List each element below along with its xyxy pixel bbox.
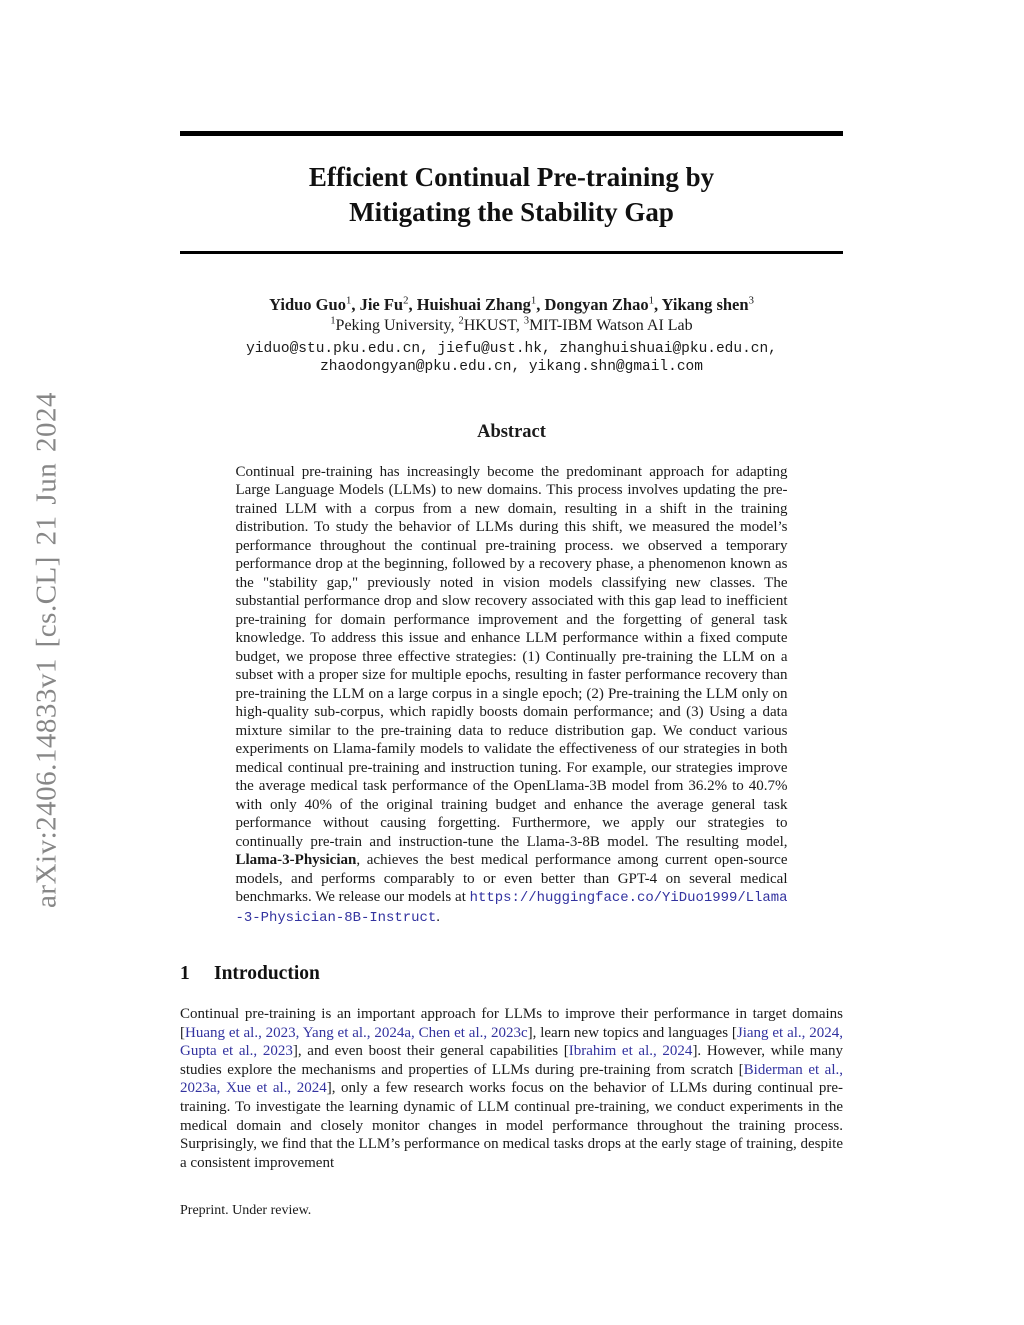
- top-rule: [180, 131, 843, 136]
- text-run: Continual pre-training has increasingly become the predominant approach for adapting Large Language Models (LLMs) to new domains. This process involves updating the pre-trained LLM with a corpus from a new domain, resulting in a shift in the training distribution. To study the behavior of LLMs during this shift, we measured the model’s performance throughout the continual pre-training process. we observed a temporary performance drop at the beginning, followed by a recovery phase, a phenomenon known as the "stability gap," previously noted in vision models classifying new classes. The substantial performance drop and slow recovery associated with this gap lead to inefficient pre-training for domain performance improvement and the forgetting of general task knowledge. To address this issue and enhance LLM performance within a fixed compute budget, we propose three effective strategies: (1) Continually pre-training the LLM on a subset with a proper size for multiple epochs, resulting in faster performance recovery than pre-training the LLM on a large corpus in a single epoch; (2) Pre-training the LLM only on high-quality sub-corpus, which rapidly boosts domain performance; and (3) Using a data mixture similar to the pre-training data to reduce distribution gap. We conduct various experiments on Llama-family models to validate the effectiveness of our strategies in both medical continual pre-training and instruction tuning. For example, our strategies improve the average medical task performance of the OpenLlama-3B model from 36.2% to 40.7% with only 40% of the original training budget and enhance the average general task performance without causing forgetting. Furthermore, we apply our strategies to continually pre-train and instruction-tune the Llama-3-8B model. The resulting model,: [235, 463, 788, 850]
- bold-text-run: Yiduo Guo: [269, 294, 346, 314]
- bold-text-run: ,: [408, 294, 417, 314]
- bold-text-run: Yikang shen: [661, 294, 749, 314]
- citation-link[interactable]: Ibrahim et al., 2024: [568, 1043, 693, 1060]
- superscript: 1: [330, 315, 336, 327]
- affiliation-line: [180, 315, 843, 336]
- superscript: 3: [523, 315, 530, 327]
- text-run: , achieves the best medical performance among current open-source models, and performs comparably to or even better than GPT-4 on several medical benchmarks. We release our models at: [235, 852, 788, 905]
- text-run: Continual pre-training is an important approach for LLMs to improve their performance in target domains [: [180, 1006, 843, 1041]
- title-bottom-rule: [180, 251, 843, 254]
- paper-title: [180, 160, 843, 230]
- bold-text-run: Jie Fu: [359, 294, 404, 314]
- email-line-1: yiduo@stu.pku.edu.cn, jiefu@ust.hk, zhanghuishuai@pku.edu.cn,: [246, 340, 777, 357]
- text-run: HKUST,: [463, 316, 524, 334]
- superscript: 1: [648, 294, 654, 306]
- superscript: 2: [403, 294, 409, 306]
- bold-text-run: ,: [536, 294, 545, 314]
- huggingface-model-link[interactable]: https://huggingface.co/YiDuo1999/Llama-3-Physician-8B-Instruct: [235, 890, 788, 926]
- text-run: ], only a few research works focus on the behavior of LLMs during continual pre-training. To investigate the learning dynamic of LLM continual pre-training, we conduct experiments in the medical domain and closely monitor changes in model performance throughout the training process. Surprisingly, we find that the LLM’s performance on medical tasks drops at the early stage of training, despite a consistent improvement: [180, 1080, 843, 1171]
- paper-content-column: [180, 0, 843, 1219]
- section-heading-introduction: [180, 963, 843, 985]
- superscript: 2: [458, 315, 464, 327]
- abstract-text: [236, 463, 788, 928]
- section-number: 1: [180, 963, 190, 984]
- paper-title-line-2: Mitigating the Stability Gap: [349, 197, 674, 227]
- section-title: Introduction: [214, 963, 320, 984]
- citation-link[interactable]: Biderman et al., 2023a, Xue et al., 2024: [180, 1061, 843, 1097]
- superscript: 1: [530, 294, 537, 306]
- text-run: .: [436, 908, 440, 925]
- email-line-2: zhaodongyan@pku.edu.cn, yikang.shn@gmail.com: [320, 358, 703, 375]
- bold-text-run: ,: [653, 294, 662, 314]
- bold-text-run: Dongyan Zhao: [544, 294, 649, 314]
- bold-text-run: ,: [351, 294, 360, 314]
- text-run: ], and even boost their general capabilities [: [292, 1043, 569, 1060]
- introduction-text: [180, 1005, 843, 1172]
- superscript: 3: [748, 294, 754, 306]
- author-line: [180, 294, 843, 315]
- text-run: Peking University,: [335, 316, 459, 334]
- bold-text-run: Huishuai Zhang: [416, 294, 531, 314]
- text-run: ], learn new topics and languages [: [527, 1024, 737, 1041]
- footer-note: Preprint. Under review.: [180, 1203, 312, 1219]
- citation-link[interactable]: Jiang et al., 2024, Gupta et al., 2023: [180, 1024, 843, 1060]
- text-run: ]. However, while many studies explore the mechanisms and properties of LLMs during pre-training from scratch [: [180, 1043, 843, 1078]
- bold-text-run: Llama-3-Physician: [235, 852, 357, 868]
- abstract-heading: Abstract: [477, 421, 546, 442]
- paper-title-line-1: Efficient Continual Pre-training by: [308, 162, 715, 192]
- superscript: 1: [345, 294, 352, 306]
- citation-link[interactable]: Huang et al., 2023, Yang et al., 2024a, Chen et al., 2023c: [185, 1024, 528, 1041]
- arxiv-watermark: arXiv:2406.14833v1 [cs.CL] 21 Jun 2024: [30, 392, 63, 908]
- text-run: MIT-IBM Watson AI Lab: [529, 316, 693, 334]
